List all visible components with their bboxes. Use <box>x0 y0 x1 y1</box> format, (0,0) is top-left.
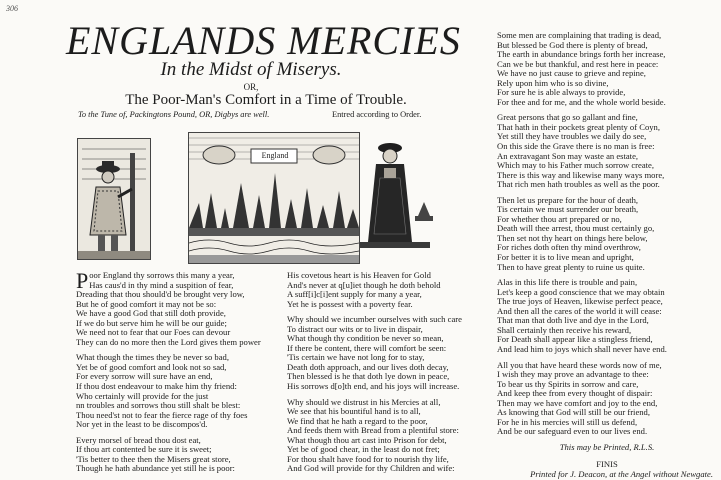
verse-stanza-8 <box>497 113 717 189</box>
verse-column-1 <box>76 268 281 480</box>
verse-line: The earth in abundance brings forth her increase, <box>497 49 666 60</box>
verse-line: Has caus'd in thy mind a suspition of fear, <box>89 279 234 290</box>
verse-line: To bear us thy Spirits in sorrow and care, <box>497 378 639 389</box>
verse-line: Yet be of good comfort and look not so sad, <box>76 361 227 372</box>
verse-line: That rich men hath troubles as well as the poor. <box>497 179 660 190</box>
verse-line: Tis certain we must surrender our breath, <box>497 204 639 215</box>
verse-line: Then set not thy heart on things here below, <box>497 232 648 243</box>
verse-stanza-1 <box>76 268 281 347</box>
verse-stanza-11 <box>497 361 717 437</box>
verse-line: oor England thy sorrows this many a year, <box>89 270 235 280</box>
verse-line: And's never at q[u]iet though he doth behold <box>287 279 441 290</box>
verse-line: For better it is to live mean and upright, <box>497 252 634 263</box>
verse-line: Some men are complaining that trading is dead, <box>497 30 662 40</box>
verse-line: We see that his bountiful hand is to all, <box>287 406 421 417</box>
verse-line: And feeds them with Bread from a plentiful store: <box>287 425 459 436</box>
verse-line: What though thy condition be never so mean, <box>287 333 444 344</box>
verse-line: Then blessed is he that doth lye down in peace, <box>287 371 450 382</box>
verse-line: Death will thee arrest, thou must certainly go, <box>497 223 655 234</box>
verse-column-3 <box>497 31 717 480</box>
verse-line: Let's keep a good conscience that we may obtain <box>497 286 665 297</box>
tune-line: To the Tune of, Packingtons Pound, OR, Digbys are well. <box>78 110 270 119</box>
verse-line: For thee and for me, and the whole world beside. <box>497 96 666 107</box>
verse-stanza-7 <box>497 31 717 107</box>
verse-line: Though he hath abundance yet still he is poor: <box>76 463 235 474</box>
page-number: 306 <box>6 4 18 13</box>
verse-line: 'Tis better to thee then the Misers great store, <box>76 453 231 464</box>
verse-line: They can do no more then the Lord gives them power <box>76 336 261 347</box>
verse-line: A suff[i]c[i]ent supply for many a year, <box>287 289 422 300</box>
verse-line: His sorrows d[o]th end, and his joys will increase. <box>287 381 460 392</box>
verse-line: Who certainly will provide for the just <box>76 390 209 401</box>
verse-line: As knowing that God will still be our friend, <box>497 407 651 418</box>
verse-line: Then let us prepare for the hour of death, <box>497 194 639 205</box>
verse-line: And then all the cares of the world it will cease: <box>497 305 662 316</box>
verse-line: Then to have great plenty to ruine us quite. <box>497 261 645 272</box>
verse-line: Nor yet in the least to be discompos'd. <box>76 419 208 430</box>
verse-stanza-9 <box>497 196 717 272</box>
verse-line: On this side the Grave there is no man is free: <box>497 141 655 152</box>
verse-stanza-2 <box>76 353 281 429</box>
ballad-subtitle: In the Midst of Miserys. <box>160 59 342 80</box>
verse-stanza-4 <box>287 271 492 309</box>
verse-line: For whether thou art prepared or no, <box>497 213 622 224</box>
verse-line: Alas in this life there is trouble and pain, <box>497 277 638 288</box>
verse-line: An extravagant Son may waste an estate, <box>497 150 639 161</box>
woodcut-standing-man <box>77 138 151 260</box>
ballad-title: ENGLANDS MERCIES <box>66 18 461 63</box>
verse-line: Yet be of good chear, in the least do not fret; <box>287 444 440 455</box>
verse-line: Death doth approach, and our lives doth decay, <box>287 361 449 372</box>
license-line: This may be Printed, R.L.S. <box>559 441 655 452</box>
verse-stanza-5 <box>287 315 492 391</box>
verse-line: If there be content, there will comfort be seen: <box>287 342 447 353</box>
verse-line: Can we be but thankful, and rest here in peace: <box>497 58 659 69</box>
woodcut-standing-woman <box>360 138 440 256</box>
verse-stanza-10 <box>497 278 717 354</box>
verse-line: What though thou art cast into Prison for debt, <box>287 434 447 445</box>
verse-line: For thou shalt have food for to nourish thy life, <box>287 453 449 464</box>
verse-line: To distract our wits or to live in dispair, <box>287 323 423 334</box>
verse-stanza-6 <box>287 398 492 474</box>
verse-line: Every morsel of bread thou dost eat, <box>76 434 201 445</box>
verse-line: All you that have heard these words now of me, <box>497 359 662 370</box>
verse-line: For riches doth often thy mind overthrow, <box>497 242 641 253</box>
verse-line: nn troubles and sorrows thou still shalt be blest: <box>76 400 241 411</box>
verse-line: And be our safeguard even to our lives end. <box>497 426 648 437</box>
drop-cap: P <box>76 268 89 293</box>
verse-line: I wish they may prove an advantage to thee: <box>497 369 649 380</box>
verse-line: Why should we distrust in his Mercies at all, <box>287 396 441 407</box>
verse-line: That hath in their pockets great plenty of Coyn, <box>497 121 661 132</box>
verse-line: And keep thee from every thought of dispair: <box>497 388 653 399</box>
secondary-title: The Poor-Man's Comfort in a Time of Trouble. <box>125 92 407 108</box>
verse-line: We find that he hath a regard to the poor, <box>287 415 428 426</box>
verse-line: What though the times they be never so bad, <box>76 352 229 363</box>
verse-line: Thou need'st not to fear the fierce rage of thy foes <box>76 409 248 420</box>
verse-line: For he in his mercies will still us defend, <box>497 416 638 427</box>
verse-line: His covetous heart is his Heaven for Gold <box>287 270 431 280</box>
imprint-line: Printed for J. Deacon, at the Angel without Newgate. <box>530 468 713 479</box>
verse-line: Which may to his Father much sorrow create, <box>497 160 655 171</box>
verse-line: For sure he is able always to provide, <box>497 87 626 98</box>
verse-line: We have a good God that still doth provide, <box>76 308 226 319</box>
verse-line: That man that doth live and dye in the Lord, <box>497 315 649 326</box>
verse-line: Rely upon him who is so divine, <box>497 77 609 88</box>
verse-line: Yet he is possest with a poverty fear. <box>287 298 413 309</box>
verse-line: Yet still they have troubles we daily do see, <box>497 131 647 142</box>
verse-stanza-3 <box>76 436 281 474</box>
verse-line: 'Tis certain we have not long for to stay, <box>287 352 425 363</box>
verse-line: Then may we have comfort and joy to the end, <box>497 397 658 408</box>
verse-line: For Death shall appear like a stingless friend, <box>497 334 653 345</box>
verse-line: But blessed be God there is plenty of bread, <box>497 39 648 50</box>
verse-line: We have no just cause to grieve and repine, <box>497 68 646 79</box>
or-connector: OR, <box>243 82 259 92</box>
verse-line: For every sorrow will sure have an end, <box>76 371 213 382</box>
verse-line: But he of good comfort it may not be so: <box>76 298 217 309</box>
woodcut-city-view <box>188 132 360 264</box>
verse-line: And God will provide for thy Children and wife: <box>287 463 455 474</box>
verse-line: We need not to fear that our Foes can devour <box>76 327 231 338</box>
verse-line: If we do but serve him he will be our guide; <box>76 317 227 328</box>
entered-line: Entred according to Order. <box>332 110 422 119</box>
woodcut-banner-label: England <box>261 151 289 160</box>
verse-column-2 <box>287 271 492 480</box>
verse-line: Dreading that thou should'd be brought very low, <box>76 289 245 300</box>
verse-line: The true joys of Heaven, likewise perfect peace, <box>497 296 663 307</box>
verse-line: Great persons that go so gallant and fine, <box>497 112 638 123</box>
verse-line: If thou art contented be sure it is sweet; <box>76 444 212 455</box>
verse-line: And lead him to joys which shall never have end. <box>497 343 667 354</box>
finis-mark: FINIS <box>596 459 618 470</box>
verse-line: There is this way and likewise many ways more, <box>497 169 665 180</box>
verse-line: Why should we incumber ourselves with such care <box>287 314 462 325</box>
verse-line: Shall certainly then receive his reward, <box>497 324 632 335</box>
verse-line: If thou dost endeavour to make him thy friend: <box>76 381 237 392</box>
